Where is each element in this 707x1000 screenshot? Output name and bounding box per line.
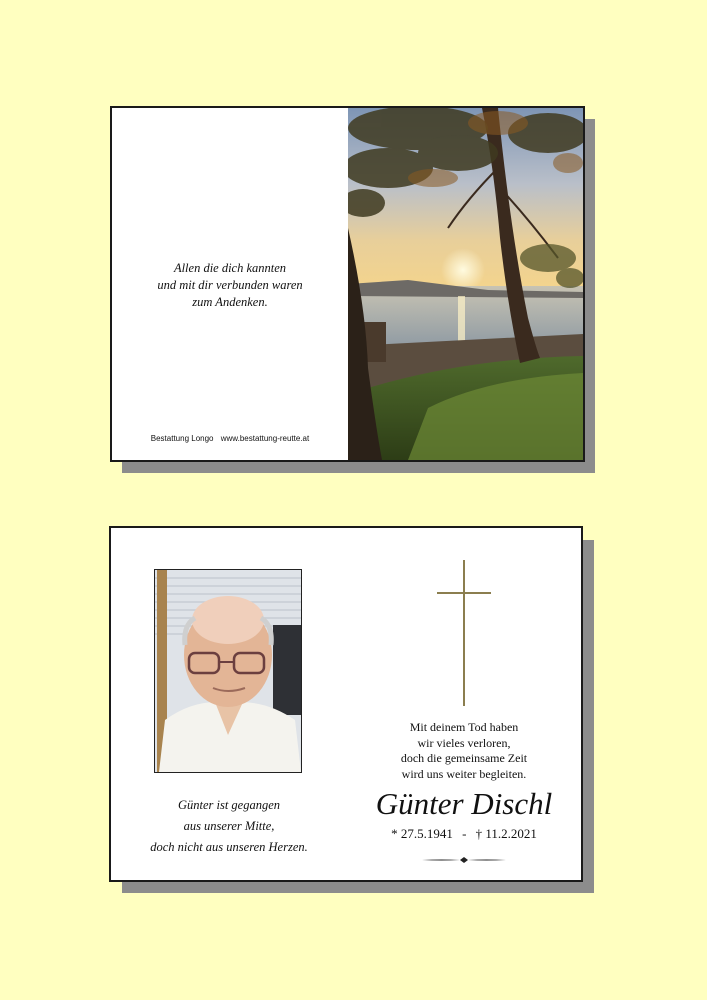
birth-date: * 27.5.1941 [391,826,453,841]
verse-line: aus unserer Mitte, [183,819,275,833]
verse-line: zum Andenken. [192,295,268,309]
deceased-name: Günter Dischl [375,786,553,821]
ornament-divider-icon [420,851,508,859]
quote-line: wir vieles verloren, [417,735,511,750]
funeral-home-website: www.bestattung-reutte.at [220,434,310,443]
funeral-home-footer [112,434,348,443]
death-date: † 11.2.2021 [475,826,537,841]
farewell-verse [111,795,347,858]
remembrance-verse [112,260,348,311]
portrait-photo [154,569,302,773]
quote-line: doch die gemeinsame Zeit [400,751,528,765]
life-dates [347,826,581,842]
memorial-quote [347,720,581,782]
date-separator: - [462,826,467,841]
cross-icon [437,560,491,706]
quote-line: Mit deinem Tod haben [409,720,519,734]
verse-line: doch nicht aus unseren Herzen. [150,840,308,854]
funeral-home-name: Bestattung Longo [150,434,214,443]
verse-line: Allen die dich kannten [173,261,287,275]
verse-line: Günter ist gegangen [177,798,281,812]
outer-card [109,526,583,882]
lakeside-sunset-photo [348,108,583,460]
verse-line: und mit dir verbunden waren [157,278,303,292]
inner-card [110,106,585,462]
quote-line: wird uns weiter begleiten. [401,766,527,781]
